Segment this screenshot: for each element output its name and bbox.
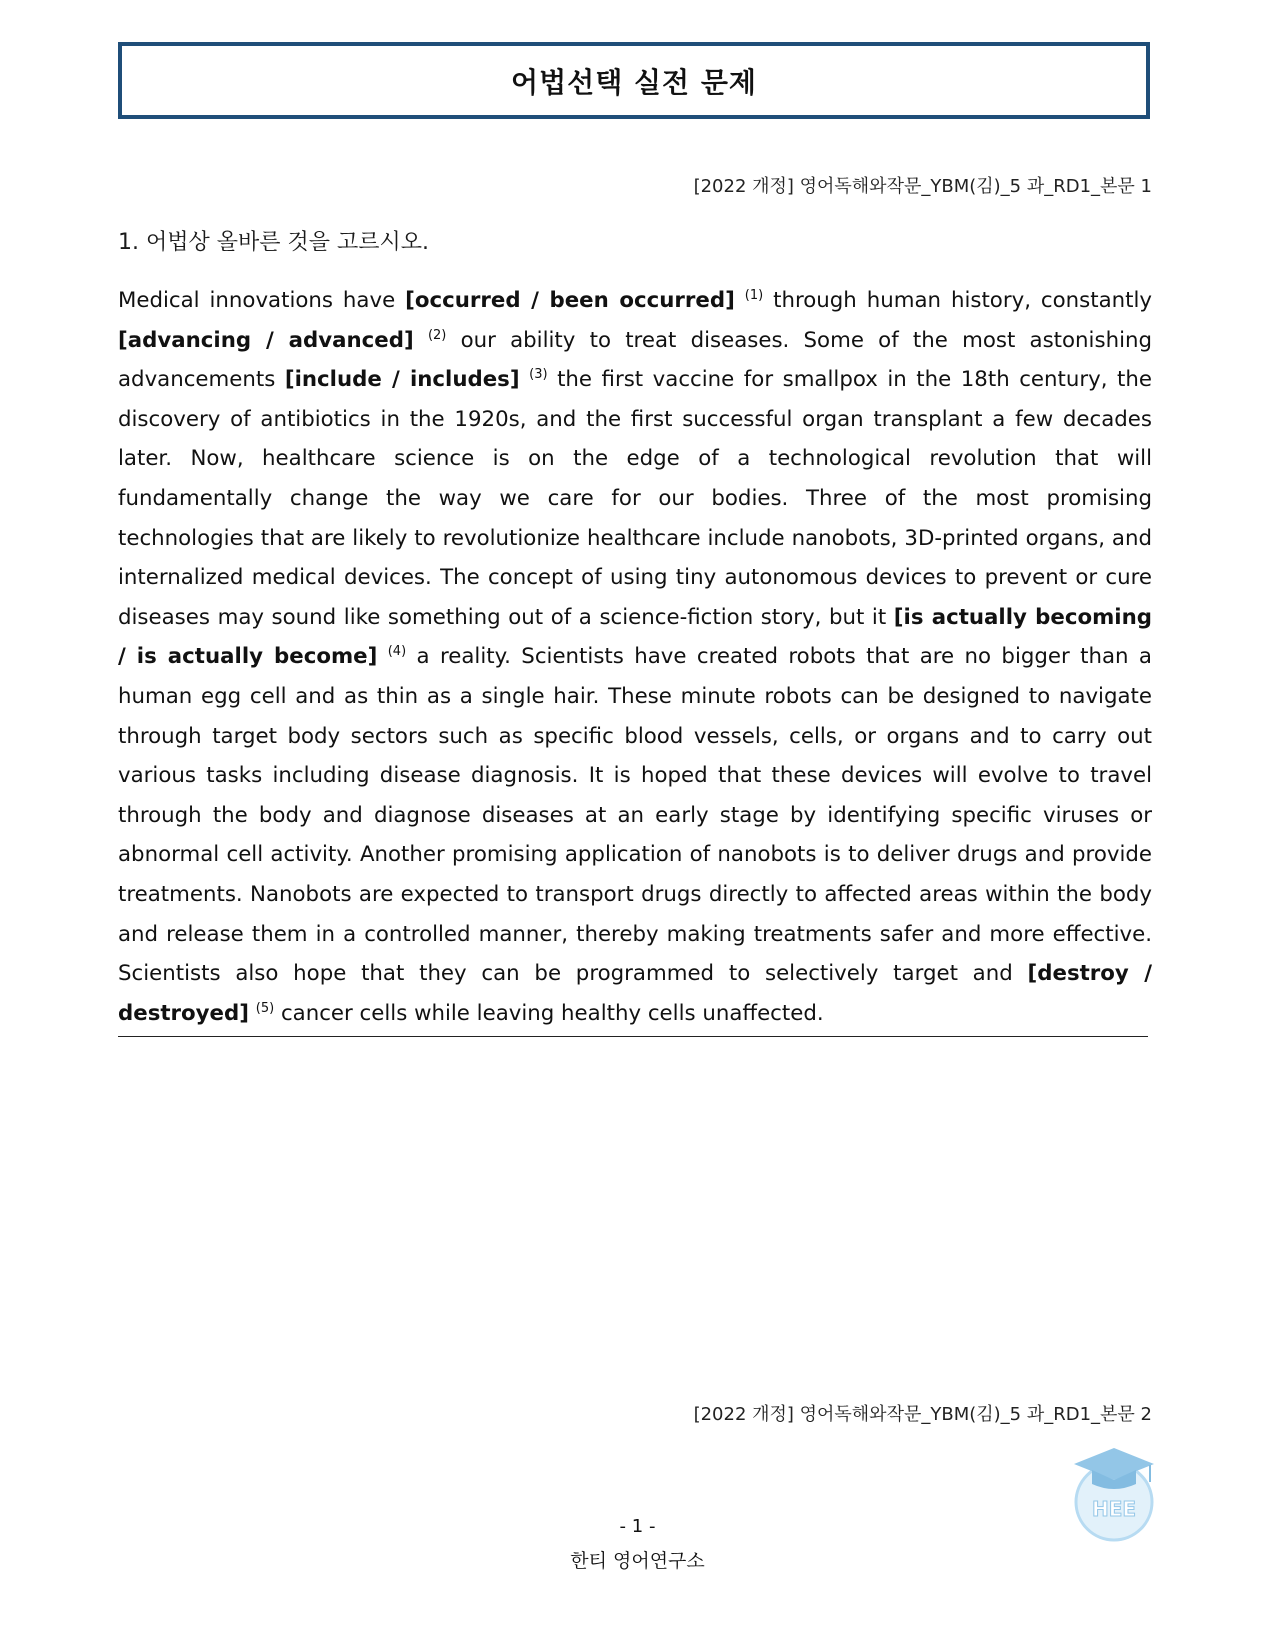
choice-number-5: (5) <box>255 1000 275 1016</box>
passage-text: Medical innovations have <box>118 288 406 313</box>
question-prompt: 1. 어법상 올바른 것을 고르시오. <box>118 230 429 255</box>
choice-number-4: (4) <box>387 644 407 660</box>
passage-text: a reality. Scientists have created robots that are no bigger than a human egg cell and as thin as a single hair. These minute robots can be designed to navigate through target body sectors such as specific blood vessels, cells, or organs and to carry out various tasks including disease diagnosis. It is hoped that these devices will evolve to travel through the body and diagnose diseases at an early stage by identifying specific viruses or abnormal cell activity. Another promising application of nanobots is to deliver drugs and provide treatments. Nanobots are expected to transport drugs directly to affected areas within the body and release them in a controlled manner, thereby making treatments safer and more effective. Scientists also hope that they can be programmed to selectively target and <box>118 644 1152 987</box>
choice-number-1: (1) <box>744 288 764 304</box>
choice-1[interactable]: [occurred / been occurred] <box>405 288 735 313</box>
passage-text: through human history, constantly <box>763 288 1152 313</box>
choice-number-3: (3) <box>529 367 548 383</box>
page-number: - 1 - <box>619 1516 656 1537</box>
footer-organization: 한티 영어연구소 <box>570 1550 705 1572</box>
choice-2[interactable]: [advancing / advanced] <box>118 327 414 353</box>
answer-line <box>118 1036 1148 1037</box>
logo-text: HEE <box>1091 1497 1137 1521</box>
choice-3[interactable]: [include / includes] <box>284 367 520 393</box>
source-label-bottom: [2022 개정] 영어독해와작문_YBM(김)_5 과_RD1_본문 2 <box>693 1404 1152 1425</box>
title-box <box>118 42 1150 119</box>
passage <box>118 281 1152 1033</box>
passage-text: cancer cells while leaving healthy cells unaffected. <box>274 1000 824 1026</box>
choice-number-2: (2) <box>427 327 447 343</box>
passage-text: our ability to treat diseases. Some of the most astonishing advancements <box>118 327 1153 393</box>
choice-4[interactable]: [is actually becoming / is actually become] <box>118 604 1152 670</box>
choice-5[interactable]: [destroy / destroyed] <box>118 961 1152 1026</box>
source-label-top: [2022 개정] 영어독해와작문_YBM(김)_5 과_RD1_본문 1 <box>693 176 1152 197</box>
page-title: 어법선택 실전 문제 <box>511 65 757 99</box>
passage-text: the first vaccine for smallpox in the 18th century, the discovery of antibiotics in the 1920s, and the first successful organ transplant a few decades later. Now, healthcare science is on the edge of a technological revolution that will fundamentally change the way we care for our bodies. Three of the most promising technologies that are likely to revolutionize healthcare include nanobots, 3D-printed organs, and internalized medical devices. The concept of using tiny autonomous devices to prevent or cure diseases may sound like something out of a science-fiction story, but it <box>118 367 1152 630</box>
